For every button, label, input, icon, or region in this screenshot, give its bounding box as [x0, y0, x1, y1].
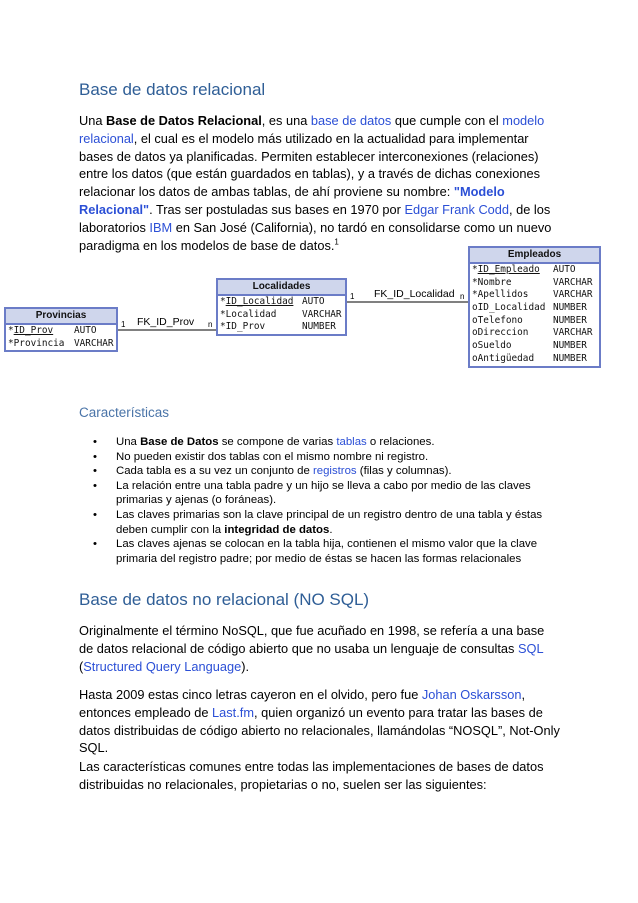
field-name: Apellidos: [477, 289, 529, 301]
field-marker: o: [472, 327, 478, 339]
table-row: [470, 327, 599, 340]
field-name: Telefono: [477, 314, 523, 326]
field-marker: *: [220, 296, 226, 307]
section-title-caracteristicas: Características: [79, 405, 170, 420]
text: Hasta 2009 estas cinco letras cayeron en el olvido, pero fue: [79, 687, 422, 702]
bullet-icon: •: [93, 436, 97, 448]
list-item: [79, 450, 559, 465]
cardinality-n: n: [208, 320, 213, 329]
bullet-icon: •: [93, 450, 97, 463]
fk-label-id-localidad: FK_ID_Localidad: [374, 288, 455, 300]
text: (: [79, 658, 84, 674]
field-name: Localidad: [225, 308, 277, 320]
field-marker: *: [472, 289, 478, 301]
field-marker: o: [472, 340, 478, 352]
table-provincias: [4, 307, 118, 352]
table-title: Provincias: [6, 309, 116, 325]
bold-term: Base de Datos Relacional: [106, 113, 262, 128]
text: , de los laboratorios: [79, 201, 551, 235]
text: , entonces empleado de: [79, 687, 526, 720]
text: , el cual es el modelo más utilizado en la actualidad para implementar bases de datos ya planificadas. Permiten establecer interconexiones (relaciones) entre los datos (que están guardados en tablas), y a través de dichas conexiones relacionar los datos de ambas tablas, de ahí proviene su nombre:: [79, 130, 540, 200]
link-modelo-relacional[interactable]: modelo relacional: [79, 113, 545, 146]
table-row: [6, 325, 116, 338]
text: Las claves ajenas se colocan en la tabla hija, contienen el mismo valor que la clave primaria del registro padre; por medio de éstas se hacen las formas relacionales: [116, 538, 538, 565]
text: La relación entre una tabla padre y un hijo se lleva a cabo por medio de las claves primarias y ajenas (o foráneas).: [116, 479, 531, 507]
table-row: [470, 277, 599, 290]
field-type: VARCHAR: [553, 327, 593, 339]
text: (filas y columnas).: [356, 465, 452, 478]
table-empleados: [468, 246, 601, 368]
field-marker: *: [472, 264, 478, 275]
text: .: [329, 523, 333, 536]
cardinality-one: 1: [121, 320, 126, 329]
list-item: [79, 435, 559, 450]
table-row: [218, 296, 345, 309]
field-marker: *: [220, 321, 226, 333]
table-row: [470, 340, 599, 353]
text: o relaciones.: [366, 436, 435, 448]
field-type: VARCHAR: [74, 337, 114, 349]
list-item: [79, 479, 559, 508]
text: en San José (California), no tardó en consolidarse como un nuevo paradigma en los modelos de base de datos.: [79, 219, 552, 253]
section-title-relational: Base de datos relacional: [79, 80, 266, 99]
link-sql[interactable]: SQL: [517, 640, 544, 656]
field-name: ID_Prov: [13, 325, 54, 336]
text: Una: [79, 113, 107, 128]
field-type: VARCHAR: [302, 308, 342, 320]
field-name: Provincia: [13, 337, 65, 349]
table-localidades: [216, 278, 347, 336]
field-name: ID_Prov: [225, 321, 266, 333]
table-title: Empleados: [470, 248, 599, 264]
nosql-paragraph-3: Las características comunes entre todas las implementaciones de bases de datos distribuidas no relacionales, propietarias o no, suelen ser las siguientes:: [79, 759, 544, 792]
cardinality-n: n: [460, 292, 465, 301]
field-type: NUMBER: [553, 314, 587, 326]
table-row: [6, 338, 116, 351]
field-name: Sueldo: [477, 340, 512, 352]
field-name: Nombre: [477, 276, 512, 288]
cardinality-one: 1: [350, 292, 355, 301]
field-type: NUMBER: [553, 352, 587, 364]
bullet-icon: •: [93, 538, 97, 551]
text: No pueden existir dos tablas con el mismo nombre ni registro.: [116, 450, 429, 463]
bold-term: Base de Datos: [140, 436, 219, 448]
text: Una: [116, 436, 141, 448]
field-name: ID_Localidad: [225, 296, 294, 307]
link-modelo-relacional-quoted[interactable]: "Modelo Relacional": [79, 184, 505, 217]
field-marker: o: [472, 352, 478, 364]
link-edgar-frank-codd[interactable]: Edgar Frank Codd: [404, 201, 510, 217]
field-name: Antigüedad: [477, 352, 535, 364]
link-registros[interactable]: registros: [312, 465, 357, 478]
text: Las claves primarias son la clave principal de un registro dentro de una tabla y éstas deben cumplir con la: [116, 508, 543, 536]
field-type: AUTO: [74, 325, 97, 336]
field-type: NUMBER: [553, 340, 587, 352]
bold-term: integridad de datos: [224, 523, 330, 536]
bullet-icon: •: [93, 479, 97, 492]
section-title-nosql: Base de datos no relacional (NO SQL): [79, 590, 370, 609]
list-item: [79, 464, 559, 479]
link-structured-query-language[interactable]: Structured Query Language: [83, 658, 242, 674]
field-type: VARCHAR: [553, 289, 593, 301]
text: , es una: [261, 113, 311, 128]
text: Cada tabla es a su vez un conjunto de: [116, 465, 313, 478]
text: Originalmente el término NoSQL, que fue acuñado en 1998, se refería a una base de datos relacional de código abierto que no usaba un lenguaje de consultas: [79, 623, 545, 656]
field-marker: *: [472, 276, 478, 288]
list-item: [79, 508, 559, 537]
text: se compone de varias: [218, 436, 337, 448]
table-row: [470, 302, 599, 315]
field-marker: *: [8, 337, 14, 349]
field-type: NUMBER: [553, 302, 587, 314]
fk-label-id-prov: FK_ID_Prov: [137, 316, 195, 328]
link-johan-oskarsson[interactable]: Johan Oskarsson: [421, 687, 522, 702]
field-name: Direccion: [477, 327, 529, 339]
field-name: ID_Localidad: [477, 302, 546, 314]
nosql-paragraph-1: [79, 622, 561, 675]
table-row: [470, 353, 599, 366]
text: . Tras ser postuladas sus bases en 1970 por: [149, 201, 405, 217]
link-tablas[interactable]: tablas: [336, 436, 367, 448]
link-ibm[interactable]: IBM: [149, 219, 173, 235]
text: , quien organizó un evento para tratar las bases de datos distribuidas de código abierto no relacionales, llamándolas “NOSQL”, Not-Only SQL.: [79, 704, 560, 756]
table-title: Localidades: [218, 280, 345, 296]
field-name: ID_Empleado: [477, 264, 540, 275]
bullet-icon: •: [93, 465, 97, 478]
link-lastfm[interactable]: Last.fm: [212, 704, 255, 720]
field-marker: o: [472, 314, 478, 326]
text: ).: [241, 658, 250, 674]
bullet-icon: •: [93, 508, 97, 521]
table-row: [218, 321, 345, 334]
nosql-paragraph-2: [79, 686, 561, 757]
caracteristicas-list: [79, 435, 559, 566]
field-type: NUMBER: [302, 321, 336, 333]
field-marker: *: [220, 308, 226, 320]
footnote-marker: 1: [334, 237, 339, 247]
text: que cumple con el: [391, 113, 503, 128]
link-base-de-datos[interactable]: base de datos: [310, 113, 392, 128]
list-item: [79, 537, 559, 566]
field-type: AUTO: [302, 296, 325, 307]
table-row: [218, 309, 345, 322]
field-marker: *: [8, 325, 14, 336]
field-marker: o: [472, 302, 478, 314]
field-type: VARCHAR: [553, 276, 593, 288]
table-row: [470, 289, 599, 302]
field-type: AUTO: [553, 264, 576, 275]
table-row: [470, 264, 599, 277]
table-row: [470, 315, 599, 328]
